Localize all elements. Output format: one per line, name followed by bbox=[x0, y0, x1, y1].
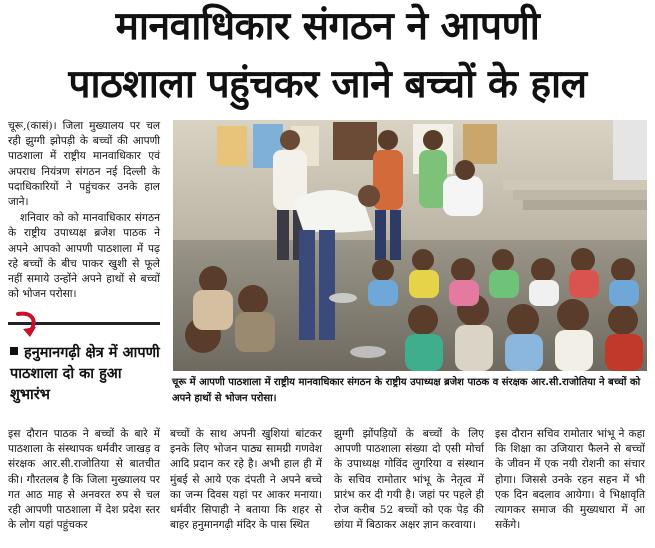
bottom-column-2: बच्चों के साथ अपनी खुशियां बांटकर इनके लिए भोजन पाठ्य सामग्री गणवेश आदि प्रदान कर रहे है। अभी हाल ही में मुंबई से आये एक दंपती ने अपने बच्चे का जन्म दिवस यहां पर आकर मनाया। धर्मवीर सिपाही ने बताया कि शहर से बाहर हनुमानगढ़ी मंदिर के पास स्थित bbox=[170, 428, 322, 532]
bottom-column-1: इस दौरान पाठक ने बच्चों के बारे में पाठशाला के संस्थापक धर्मवीर जाखड़ व संरक्षक आर.सी.राजोतिया से बातचीत की। गौरतलब है कि जिला मुख्यालय पर गत आठ माह से अनवरत रुप से चल रही आपणी पाठशाला में देश प्रदेश स्तर के लोग यहां पहुंचकर bbox=[8, 428, 160, 532]
bottom-column-3: झुग्गी झोंपड़ियों के बच्चों के लिए आपणी पाठशाला संख्या दो एसी मोर्चा के उपाध्यक्ष गोविंद लुगरिया व संस्थान के सचिव रामोतार भांभू के नेतृत्व में प्रारंभ कर दी गयी है। जहां पर पहले ही रोज करीब 52 बच्चों को एक पेड़ की छांया में बिठाकर अक्षर ज्ञान करवाया। bbox=[334, 428, 484, 532]
news-photo bbox=[173, 120, 647, 371]
left-paragraph-2: शनिवार को को मानवाधिकार संगठन के राष्ट्रीय उपाध्यक्ष ब्रजेश पाठक ने अपने आपको आपणी पाठशाला में पढ़ रहे बच्चों के बीच पाकर खुशी से फूले नहीं समाये उन्होंने अपने हाथों से बच्चों को भोजन परोसा। bbox=[8, 212, 160, 301]
bullet-square-icon bbox=[10, 347, 18, 355]
headline-line-2: पाठशाला पहुंचकर जाने बच्चों के हाल bbox=[68, 62, 587, 107]
subheading-text: हनुमानगढ़ी क्षेत्र में आपणी पाठशाला दो का हुआ शुभारंभ bbox=[10, 345, 160, 403]
headline-line-1: मानवाधिकार संगठन ने आपणी bbox=[115, 4, 540, 49]
left-article-column bbox=[8, 119, 160, 302]
left-paragraph-1: चूरू,(कासं)। जिला मुख्यालय पर चल रही झुग्गी झोपड़ी के बच्चों की आपणी पाठशाला में राष्ट्रीय मानवाधिकार एवं अपराध नियंत्रण संगठन नई दिल्ली के पदाधिकारियों ने पहुंचकर उनके हाल जाने। bbox=[8, 120, 160, 209]
bottom-column-4: इस दौरान सचिव रामोतार भांभू ने कहा कि शिक्षा का उजियारा फैलने से बच्चों के जीवन में एक नयी रोशनी का संचार होगा। जिससे उनके रहन सहन में भी एक दिन बदलाव आयेगा। वे भिक्षावृति त्यागकर समाज की मुख्यधारा में आ सकेंगे। bbox=[495, 428, 645, 532]
subheading bbox=[10, 343, 162, 406]
photo-caption: चूरू में आपणी पाठशाला में राष्ट्रीय मानवाधिकार संगठन के राष्ट्रीय उपाध्यक्ष ब्रजेश पाठक व संरक्षक आर.सी.राजोतिया ने बच्चों को अपने हाथों से भोजन परोसा। bbox=[172, 377, 641, 404]
curved-arrow-icon bbox=[14, 310, 44, 340]
